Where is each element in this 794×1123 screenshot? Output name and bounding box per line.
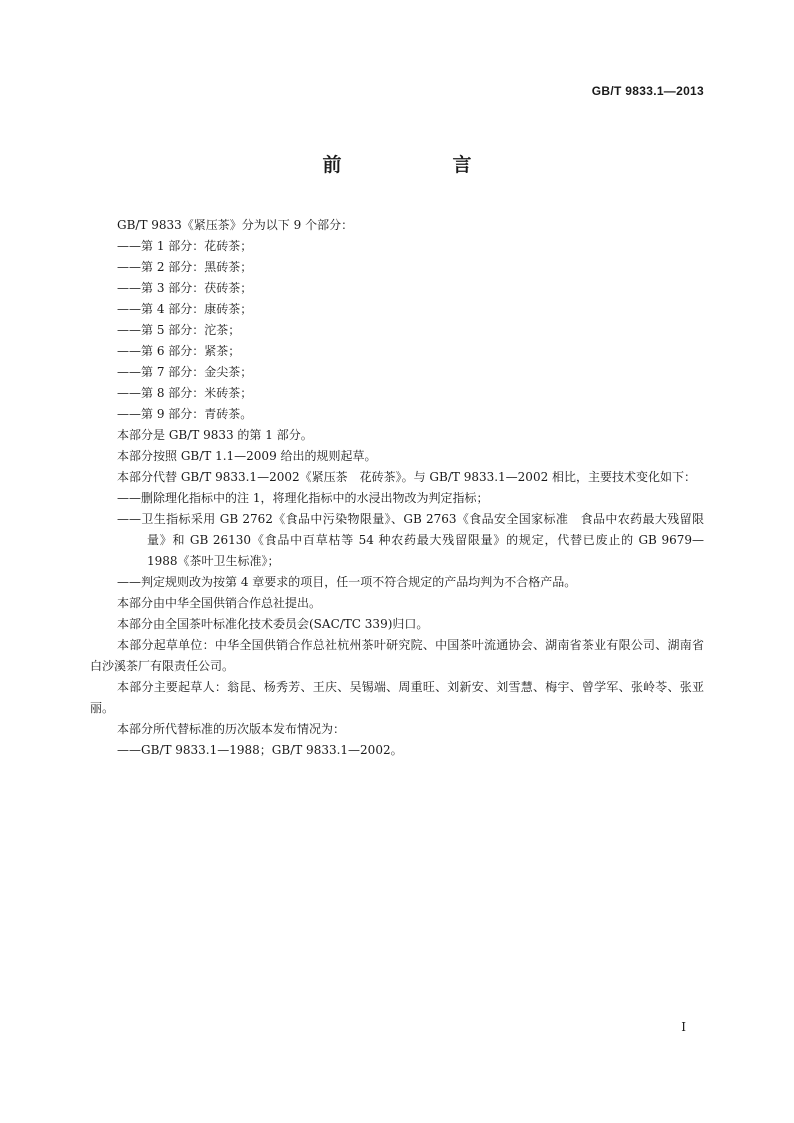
replacement-statement: 本部分代替 GB/T 9833.1—2002《紧压茶 花砖茶》。与 GB/T 9833.1—2002 相比，主要技术变化如下：	[117, 470, 697, 484]
proposed-by-statement: 本部分由中华全国供销合作总社提出。	[117, 596, 322, 610]
part-list-item: ——第 1 部分：花砖茶；	[117, 239, 253, 253]
foreword-body	[90, 215, 704, 761]
standard-code: GB/T 9833.1—2013	[591, 84, 704, 98]
intro-paragraph: GB/T 9833《紧压茶》分为以下 9 个部分：	[117, 218, 354, 232]
drafting-units-statement: 本部分起草单位：中华全国供销合作总社杭州茶叶研究院、中国茶叶流通协会、湖南省茶业有限公司、湖南省白沙溪茶厂有限责任公司。	[90, 638, 704, 673]
part-list-item: ——第 4 部分：康砖茶；	[117, 302, 253, 316]
drafters-statement: 本部分主要起草人：翁昆、杨秀芳、王庆、吴锡端、周重旺、刘新安、刘雪慧、梅宇、曾学军、张岭苓、张亚丽。	[90, 680, 704, 715]
change-list-item: ——卫生指标采用 GB 2762《食品中污染物限量》、GB 2763《食品安全国家标准 食品中农药最大残留限量》和 GB 26130《食品中百草枯等 54 种农药最大残留限量》的规定，代替已废止的 GB 9679—1988《茶叶卫生标准》；	[117, 512, 704, 568]
change-list-item: ——判定规则改为按第 4 章要求的项目，任一项不符合规定的产品均判为不合格产品。	[117, 575, 577, 589]
part-list-item: ——第 9 部分：青砖茶。	[117, 407, 253, 421]
part-list-item: ——第 3 部分：茯砖茶；	[117, 281, 253, 295]
history-list-item: ——GB/T 9833.1—1988；GB/T 9833.1—2002。	[117, 743, 403, 757]
page-title: 前 言	[322, 154, 518, 176]
history-statement: 本部分所代替标准的历次版本发布情况为：	[117, 722, 346, 736]
change-list-item: ——删除理化指标中的注 1，将理化指标中的水浸出物改为判定指标；	[117, 491, 489, 505]
page-number: I	[681, 1020, 686, 1034]
drafting-rules-statement: 本部分按照 GB/T 1.1—2009 给出的规则起草。	[117, 449, 377, 463]
part-list-item: ——第 5 部分：沱茶；	[117, 323, 241, 337]
centralized-by-statement: 本部分由全国茶叶标准化技术委员会(SAC/TC 339)归口。	[117, 617, 429, 631]
part-statement: 本部分是 GB/T 9833 的第 1 部分。	[117, 428, 313, 442]
part-list-item: ——第 2 部分：黑砖茶；	[117, 260, 253, 274]
part-list-item: ——第 6 部分：紧茶；	[117, 344, 241, 358]
part-list-item: ——第 7 部分：金尖茶；	[117, 365, 253, 379]
part-list-item: ——第 8 部分：米砖茶；	[117, 386, 253, 400]
